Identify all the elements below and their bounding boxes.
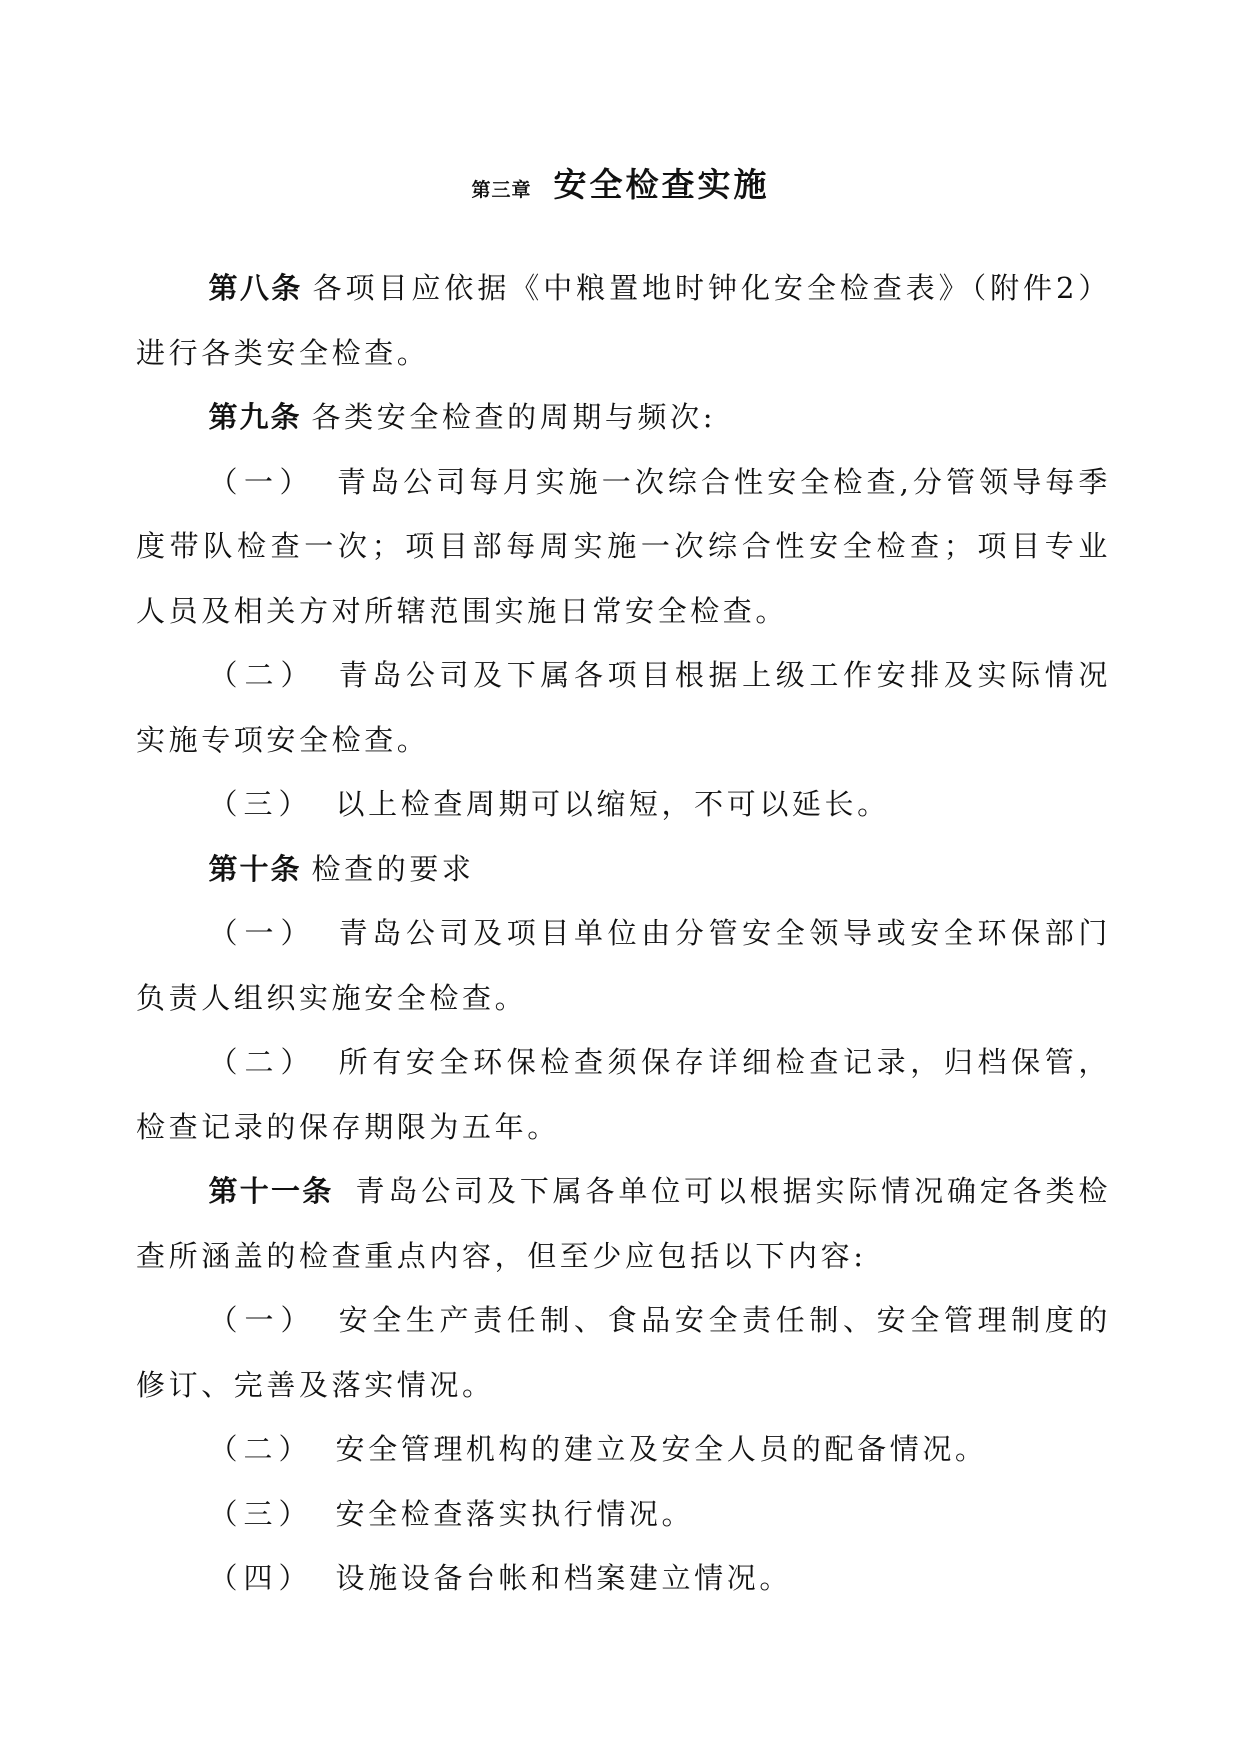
article-label: 第十一条: [208, 1174, 334, 1208]
article-text: 青岛公司及下属各单位可以根据实际情况确定各类检查所涵盖的检查重点内容，但至少应包括以下内容:: [136, 1174, 1111, 1273]
item-number: （一）: [208, 1303, 317, 1337]
article-9-item-2: [136, 643, 1111, 772]
article-9-item-3: [136, 772, 1111, 837]
article-label: 第八条: [208, 271, 303, 305]
document-body: [136, 256, 1111, 1611]
article-11-item-2: [136, 1417, 1111, 1482]
item-number: （一）: [208, 916, 317, 950]
item-text: 安全检查落实执行情况。: [335, 1496, 695, 1531]
item-number: （三）: [208, 1496, 314, 1531]
chapter-heading: [0, 160, 1241, 216]
article-label: 第十条: [208, 851, 302, 886]
item-number: （三）: [208, 787, 314, 821]
article-10: [136, 837, 1111, 902]
article-text: 各类安全检查的周期与频次:: [311, 400, 717, 434]
item-number: （二）: [208, 1045, 317, 1079]
item-text: 设施设备台帐和档案建立情况。: [335, 1561, 792, 1595]
item-text: 青岛公司及项目单位由分管安全领导或安全环保部门负责人组织实施安全检查。: [136, 916, 1111, 1015]
article-11-item-3: [136, 1482, 1111, 1547]
article-10-item-1: [136, 901, 1111, 1030]
article-10-item-2: [136, 1030, 1111, 1159]
article-9: [136, 385, 1111, 450]
item-text: 青岛公司及下属各项目根据上级工作安排及实际情况实施专项安全检查。: [136, 658, 1111, 757]
article-text: 各项目应依据《中粮置地时钟化安全检查表》（附件2）进行各类安全检查。: [136, 271, 1111, 370]
article-9-item-1: [136, 450, 1111, 644]
article-11: [136, 1159, 1111, 1288]
chapter-title: 安全检查实施: [553, 165, 770, 204]
item-text: 安全管理机构的建立及安全人员的配备情况。: [335, 1432, 988, 1466]
item-text: 安全生产责任制、食品安全责任制、安全管理制度的修订、完善及落实情况。: [136, 1303, 1111, 1402]
chapter-number: 第三章: [471, 179, 532, 201]
item-number: （二）: [208, 1432, 314, 1466]
item-text: 青岛公司每月实施一次综合性安全检查,分管领导每季度带队检查一次；项目部每周实施一次综合性安全检查；项目专业人员及相关方对所辖范围实施日常安全检查。: [136, 464, 1111, 628]
item-text: 以上检查周期可以缩短，不可以延长。: [335, 787, 890, 821]
item-number: （二）: [208, 658, 317, 692]
item-number: （四）: [208, 1561, 314, 1595]
item-number: （一）: [208, 464, 315, 499]
article-8: [136, 256, 1111, 385]
article-11-item-4: [136, 1546, 1111, 1611]
article-text: 检查的要求: [311, 851, 475, 886]
item-text: 所有安全环保检查须保存详细检查记录，归档保管，检查记录的保存期限为五年。: [136, 1045, 1111, 1144]
article-label: 第九条: [208, 400, 302, 434]
article-11-item-1: [136, 1288, 1111, 1417]
